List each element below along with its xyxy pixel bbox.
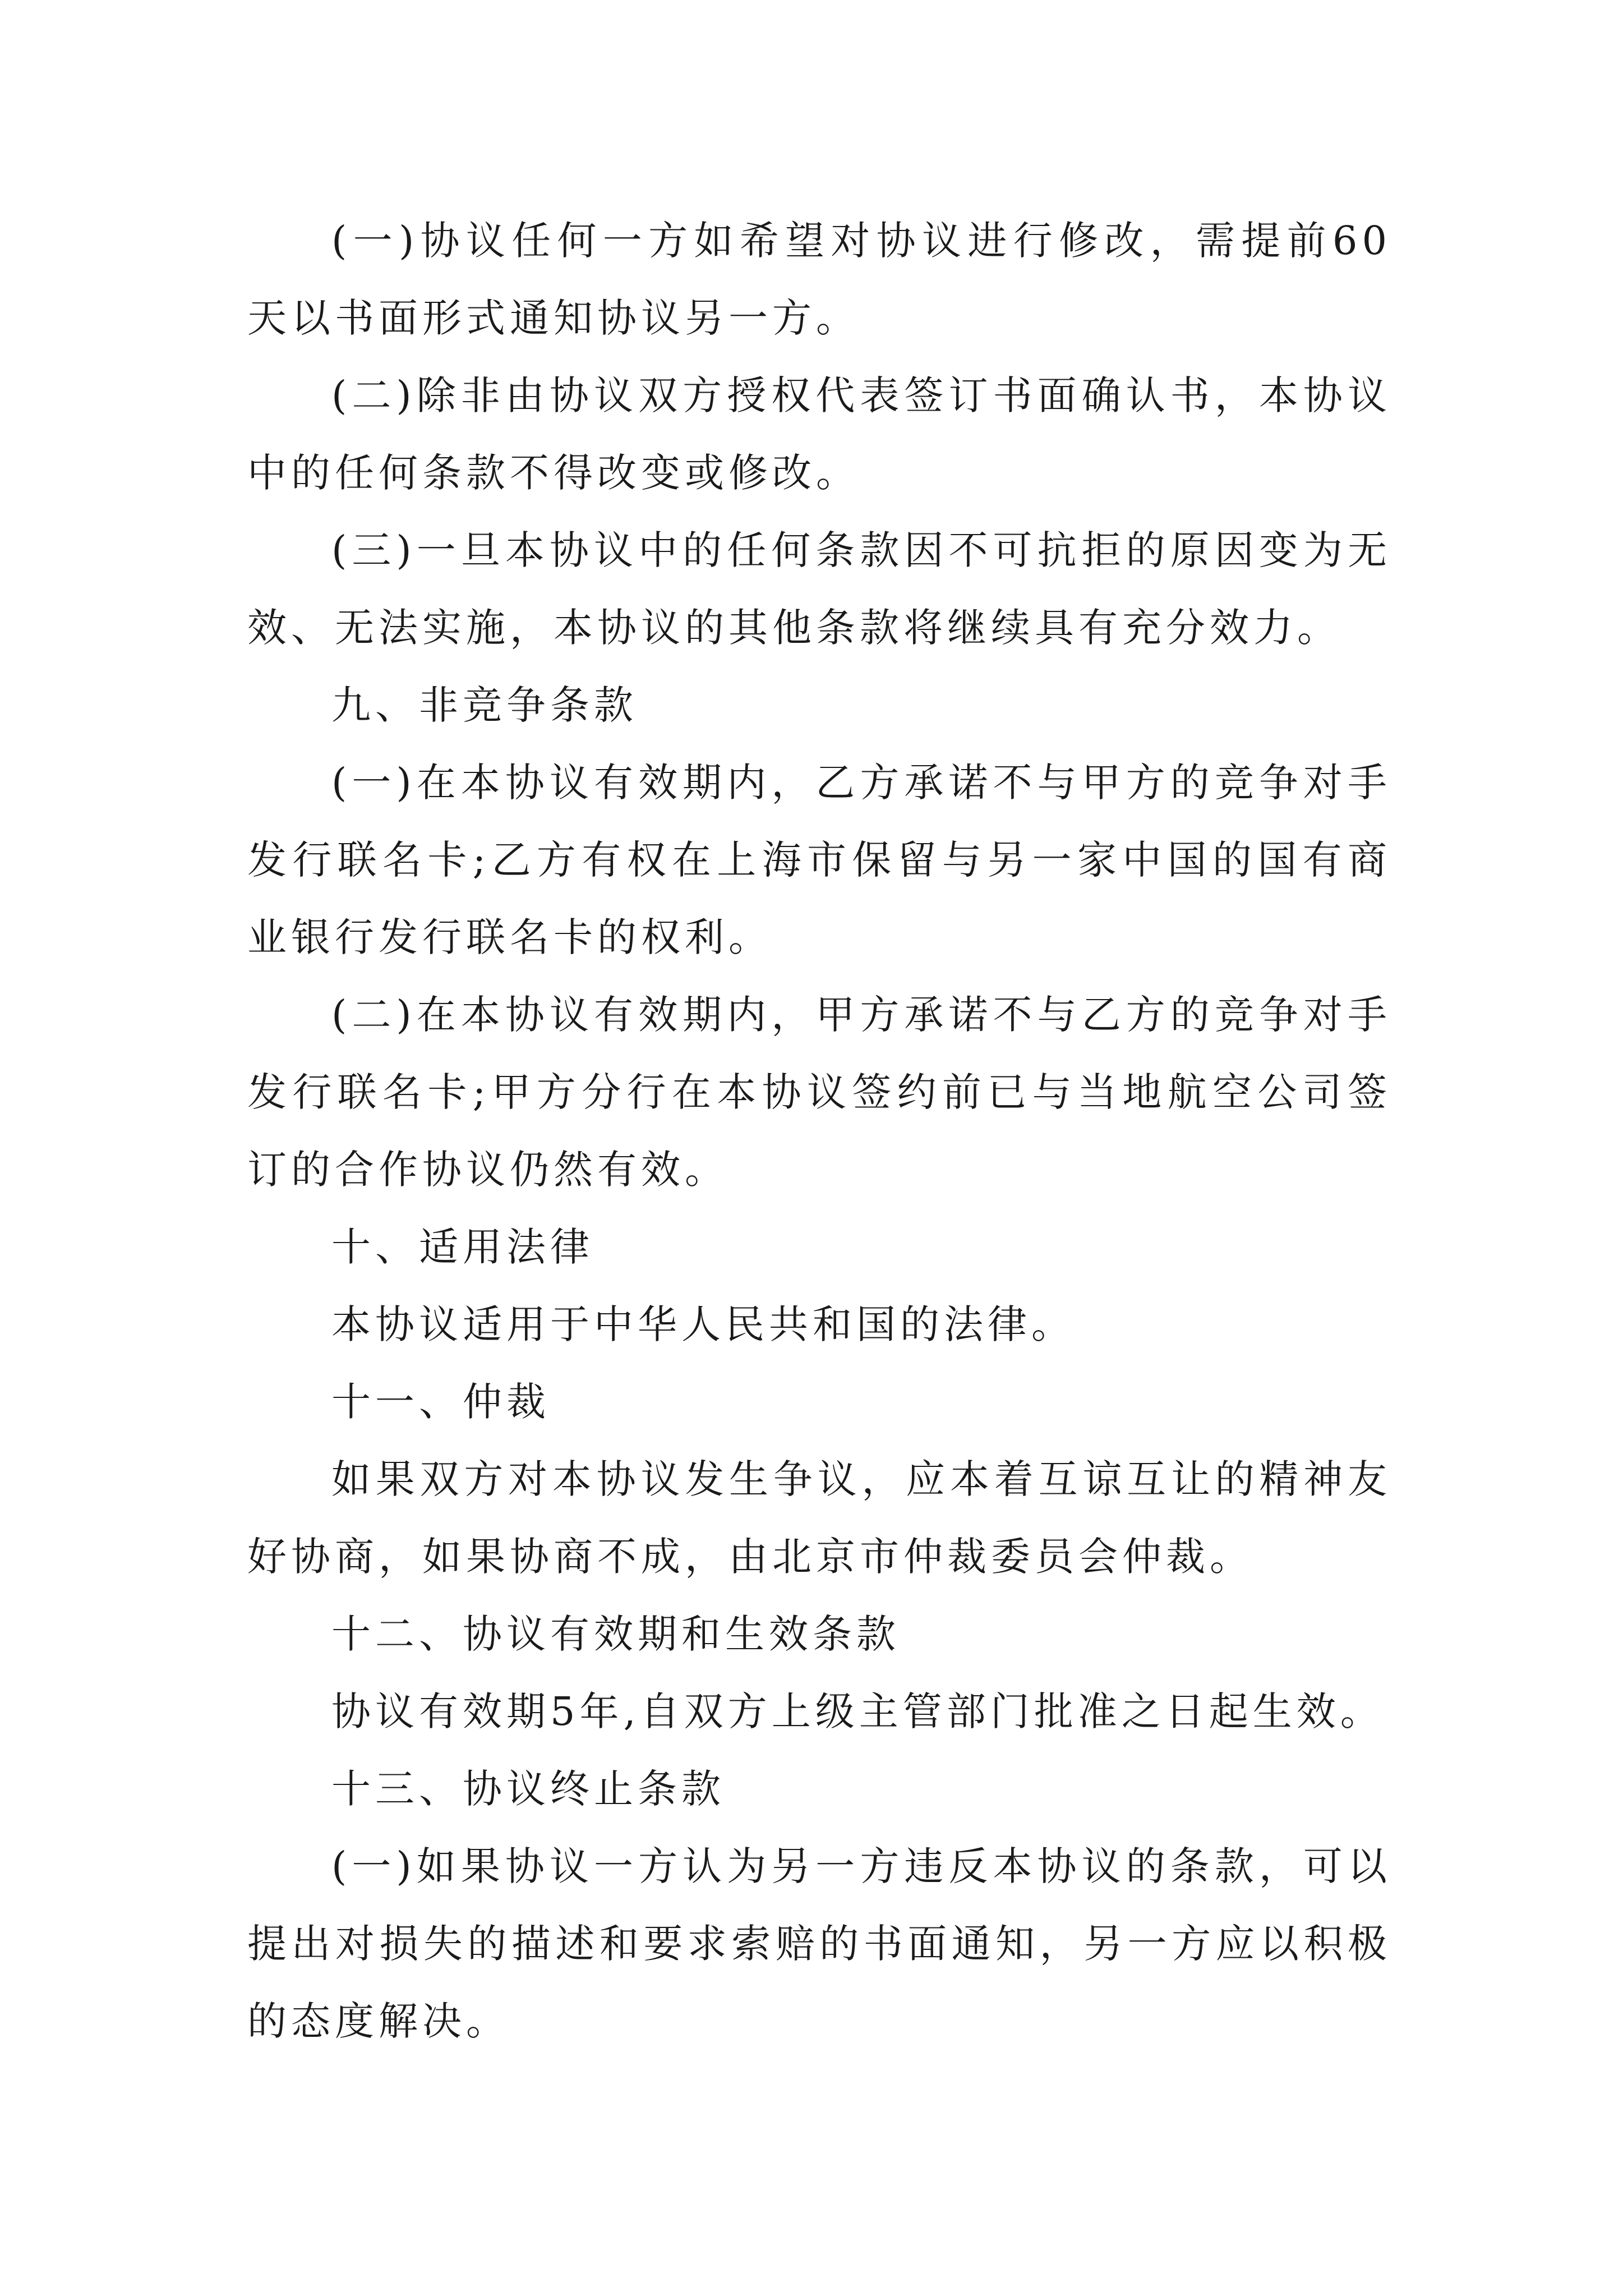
clause-paragraph: 如果双方对本协议发生争议，应本着互谅互让的精神友好协商，如果协商不成，由北京市仲裁委员会仲裁。: [247, 1456, 1391, 1580]
clause-paragraph: (一)如果协议一方认为另一方违反本协议的条款，可以提出对损失的描述和要求索赔的书面通知，另一方应以积极的态度解决。: [247, 1843, 1391, 2044]
clause-paragraph: (一)在本协议有效期内，乙方承诺不与甲方的竞争对手发行联名卡;乙方有权在上海市保留与另一家中国的国有商业银行发行联名卡的权利。: [247, 760, 1391, 960]
clause-paragraph: (三)一旦本协议中的任何条款因不可抗拒的原因变为无效、无法实施，本协议的其他条款将继续具有充分效力。: [247, 527, 1391, 651]
clause-paragraph: 本协议适用于中华人民共和国的法律。: [331, 1301, 1075, 1347]
section-heading: 十三、协议终止条款: [331, 1766, 725, 1812]
section-heading: 十一、仲裁: [331, 1379, 550, 1425]
clause-paragraph: 协议有效期5年,自双方上级主管部门批准之日起生效。: [331, 1688, 1384, 1734]
clause-paragraph: (二)在本协议有效期内，甲方承诺不与乙方的竞争对手发行联名卡;甲方分行在本协议签约前已与当地航空公司签订的合作协议仍然有效。: [247, 992, 1391, 1193]
clause-paragraph: (一)协议任何一方如希望对协议进行修改，需提前60天以书面形式通知协议另一方。: [247, 218, 1391, 341]
clause-paragraph: (二)除非由协议双方授权代表签订书面确认书，本协议中的任何条款不得改变或修改。: [247, 372, 1391, 496]
document-body: [247, 202, 1391, 2060]
section-heading: 十、适用法律: [331, 1224, 594, 1270]
section-heading: 九、非竞争条款: [331, 682, 638, 728]
section-heading: 十二、协议有效期和生效条款: [331, 1611, 900, 1657]
